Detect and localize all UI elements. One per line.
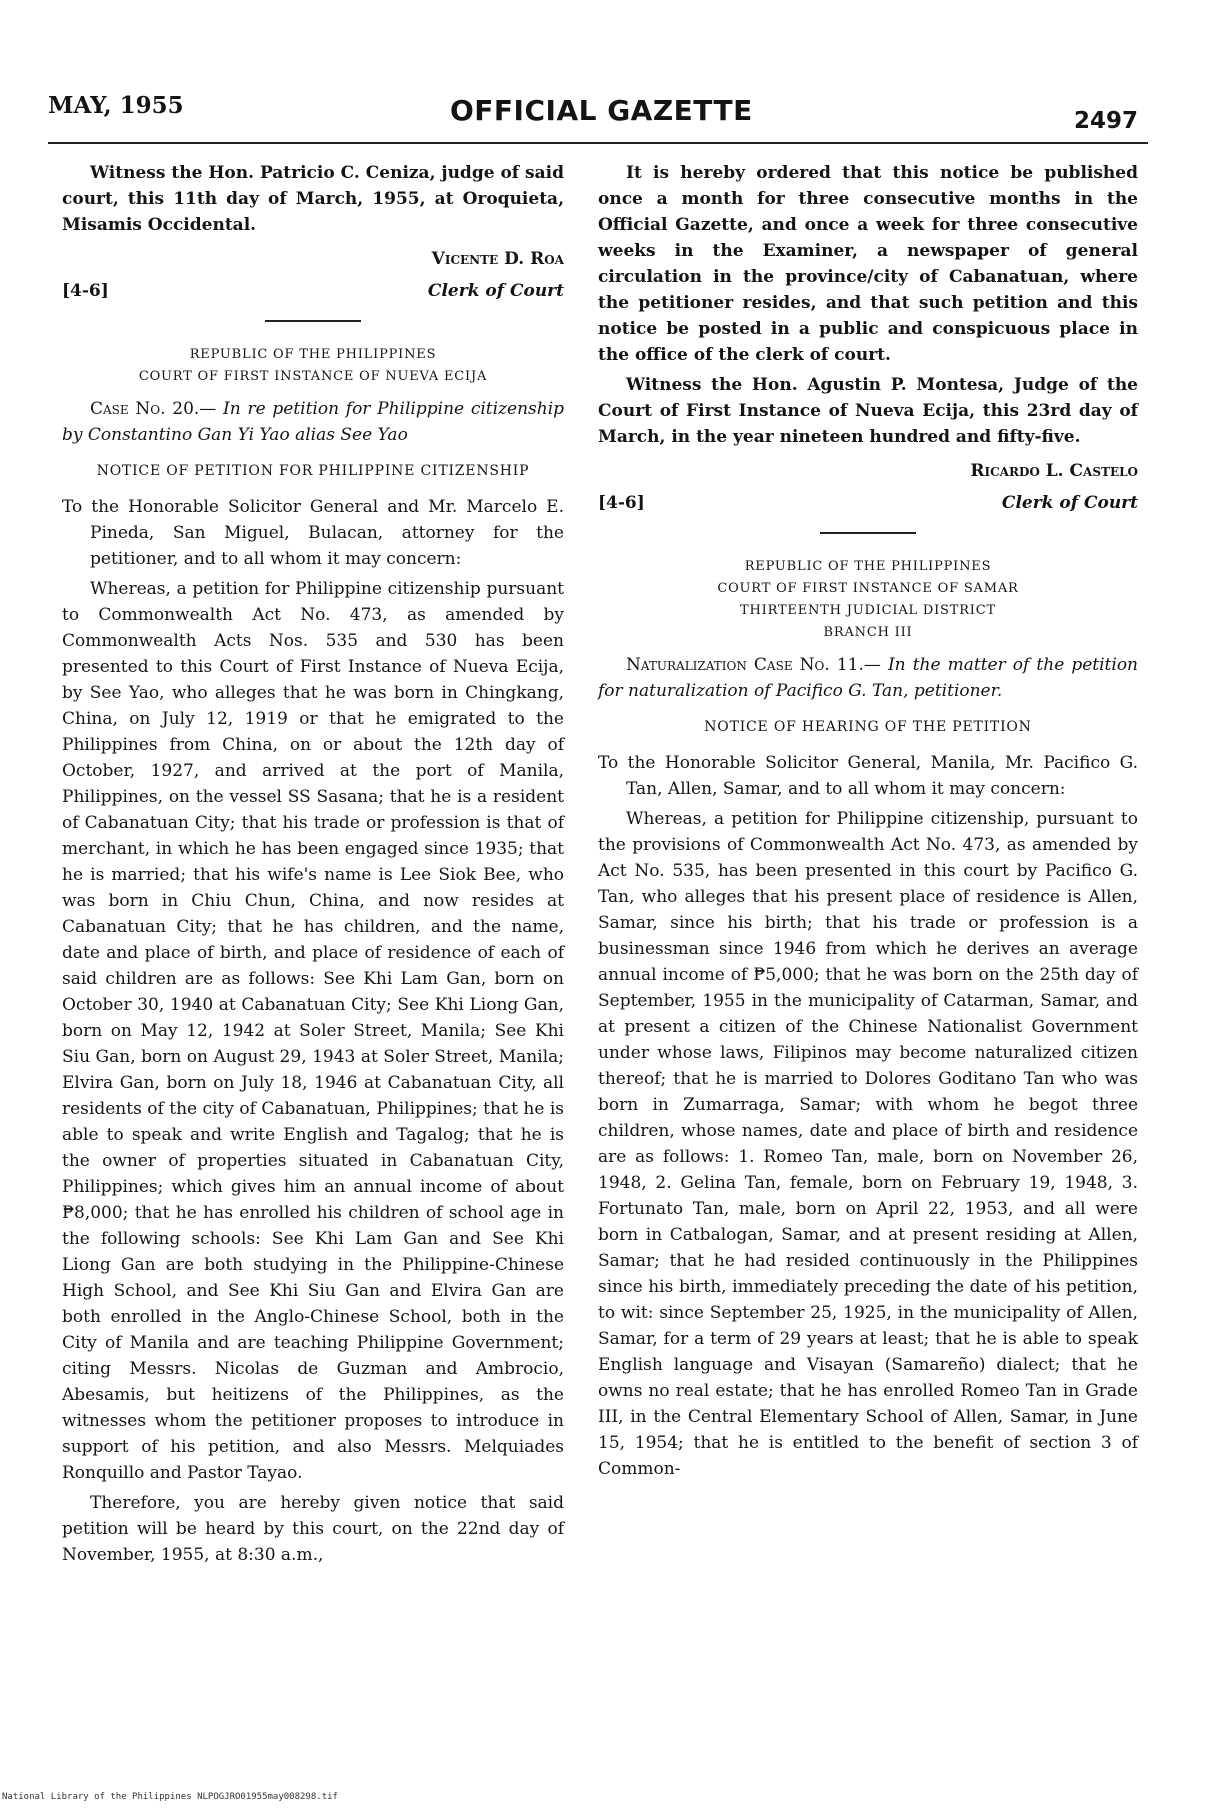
notice-title-a: NOTICE OF PETITION FOR PHILIPPINE CITIZENSHIP [96,463,530,479]
case-caption-b [598,652,1138,704]
issue-ref-b: [4-6] [598,493,645,513]
page-number: 2497 [1073,108,1138,134]
court-heading-line2-a: COURT OF FIRST INSTANCE OF NUEVA ECIJA [138,369,488,384]
court-heading-line1-b: REPUBLIC OF THE PHILIPPINES [744,559,992,574]
issue-ref-a: [4-6] [62,281,109,301]
signature-block-b [598,490,1138,516]
scan-footer: National Library of the Philippines NLPOGJRO01955may008298.tif [2,1792,338,1802]
signature-block-a [62,278,564,304]
court-heading-line1-a: REPUBLIC OF THE PHILIPPINES [189,347,437,362]
header-title: OFFICIAL GAZETTE [450,94,753,127]
court-heading-line2-b: COURT OF FIRST INSTANCE OF SAMAR [717,581,1019,596]
clerk-name-a: Vicente D. Roa [431,249,564,269]
therefore-paragraph-a: Therefore, you are hereby given notice that said petition will be heard by this court, on the 22nd day of November, 1955, at 8:30 a.m., [62,1493,564,1565]
court-heading-line3-b: THIRTEENTH JUDICIAL DISTRICT [740,603,996,618]
clerk-title-a: Clerk of Court [427,281,564,301]
whereas-paragraph-b: Whereas, a petition for Philippine citizenship, pursuant to the provisions of Commonwealth Act No. 473, as amended by Act No. 535, has been presented in this court by Pacifico G. Tan, who alleges that his present place of residence is Allen, Samar, since his birth; that his trade or profession is a businessman since 1946 from which he derives an average annual income of ₱5,000; that he was born on the 25th day of September, 1955 in the municipality of Catarman, Samar, and at present a citizen of the Chinese Nationalist Government under whose laws, Filipinos may become naturalized citizen thereof; that he is married to Dolores Goditano Tan who was born in Zumarraga, Samar; with whom he begot three children, whose names, date and place of birth and residence are as follows: 1. Romeo Tan, male, born on November 26, 1948, 2. Gelina Tan, female, born on February 19, 1948, 3. Fortunato Tan, male, born on April 22, 1953, and all were born in Catbalogan, Samar, and at present residing at Allen, Samar; that he had resided continuously in the Philippines since his birth, immediately preceding the date of his petition, to wit: since September 25, 1925, in the municipality of Allen, Samar, for a term of 29 years at least; that he is able to speak English language and Visayan (Samareño) dialect; that he owns no real estate; that he has enrolled Romeo Tan in Grade III, in the Central Elementary School of Allen, Samar, in June 15, 1954; that he is entitled to the benefit of section 3 of Common- [598,809,1138,1479]
ordered-paragraph-b: It is hereby ordered that this notice be published once a month for three consecutive months in the Official Gazette, and once a week for three consecutive weeks in the Examiner, a newspaper of general circulation in the province/city of Cabanatuan, where the petitioner resides, and that such petition and this notice be posted in a public and conspicuous place in the office of the clerk of court. [598,163,1138,365]
court-heading-line4-b: BRANCH III [823,625,913,640]
right-column [598,160,1138,1486]
section-divider-a [265,320,361,322]
addressee-a: To the Honorable Solicitor General and Mr. Marcelo E. Pineda, San Miguel, Bulacan, attorney for the petitioner, and to all whom it may concern: [62,497,564,569]
case-caption-a [62,396,564,448]
left-column [62,160,564,1572]
case-text-b: In the matter of the petition for naturalization of Pacifico G. Tan, petitioner. [598,655,1138,701]
case-label-a: Case No. 20.— [90,399,217,419]
whereas-paragraph-a: Whereas, a petition for Philippine citizenship pursuant to Commonwealth Act No. 473, as amended by Commonwealth Acts Nos. 535 and 530 has been presented to this Court of First Instance of Nueva Ecija, by See Yao, who alleges that he was born in Chingkang, China, on July 12, 1919 or that he emigrated to the Philippines from China, on or about the 12th day of October, 1927, and arrived at the port of Manila, Philippines, on the vessel SS Sasana; that he is a resident of Cabanatuan City; that his trade or profession is that of merchant, in which he has been engaged since 1935; that he is married; that his wife's name is Lee Siok Bee, who was born in Chiu Chun, China, and now resides at Cabanatuan City; that he has children, and the name, date and place of birth, and place of residence of each of said children are as follows: See Khi Lam Gan, born on October 30, 1940 at Cabanatuan City; See Khi Liong Gan, born on May 12, 1942 at Soler Street, Manila; See Khi Siu Gan, born on August 29, 1943 at Soler Street, Manila; Elvira Gan, born on July 18, 1946 at Cabanatuan City, all residents of the city of Cabanatuan, Philippines; that he is able to speak and write English and Tagalog; that he is the owner of properties situated in Cabanatuan City, Philippines; which gives him an annual income of about ₱8,000; that he has enrolled his children of school age in the following schools: See Khi Lam Gan and See Khi Liong Gan are both studying in the Philippine-Chinese High School, and See Khi Siu Gan and Elvira Gan are both enrolled in the Anglo-Chinese School, both in the City of Manila and are teaching Philippine Government; citing Messrs. Nicolas de Guzman and Ambrocio, Abesamis, but heitizens of the Philippines, as the witnesses whom the petitioner proposes to introduce in support of his petition, and also Messrs. Melquiades Ronquillo and Pastor Tayao. [62,579,564,1483]
section-divider-b [820,532,916,534]
clerk-name-b: Ricardo L. Castelo [970,461,1138,481]
case-text-a: In re petition for Philippine citizenship by Constantino Gan Yi Yao alias See Yao [62,399,565,445]
header-date: MAY, 1955 [48,92,184,119]
clerk-title-b: Clerk of Court [1001,493,1138,513]
addressee-b: To the Honorable Solicitor General, Manila, Mr. Pacifico G. Tan, Allen, Samar, and to all whom it may concern: [598,753,1138,799]
notice-title-b: NOTICE OF HEARING OF THE PETITION [704,719,1032,735]
witness-paragraph-a: Witness the Hon. Patricio C. Ceniza, judge of said court, this 11th day of March, 1955, at Oroquieta, Misamis Occidental. [62,163,564,235]
header-rule [48,142,1148,144]
witness-paragraph-b: Witness the Hon. Agustin P. Montesa, Judge of the Court of First Instance of Nueva Ecija, this 23rd day of March, in the year nineteen hundred and fifty-five. [598,375,1138,447]
case-label-b: Naturalization Case No. 11.— [626,655,881,675]
